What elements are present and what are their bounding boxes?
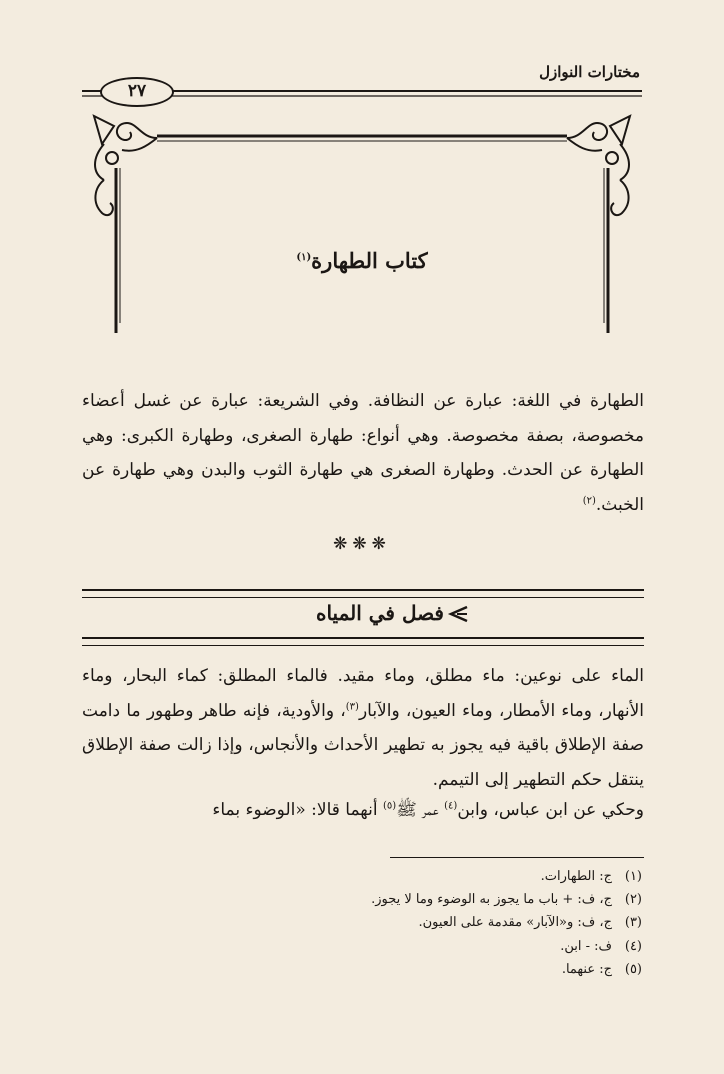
footnote-item — [82, 935, 642, 958]
hikaya-text-3: أنهما قالا: «الوضوء بماء — [212, 800, 384, 820]
footnote-number: (١) — [624, 869, 642, 884]
hikaya-text-1: وحكي عن ابن عباس، وابن — [457, 800, 644, 820]
footnote-item — [82, 911, 642, 934]
water-text-2: ، والأودية، فإنه طاهر وطهور ما دامت صفة الإطلاق باقية فيه يجوز به تطهير الأحداث والأنجاس، وإذا زالت صفة الإطلاق ينتقل حكم التطهير إلى التيمم. — [82, 700, 644, 790]
page-number: ٢٧ — [100, 77, 174, 107]
footnotes — [82, 865, 642, 981]
footnote-number: (٥) — [624, 961, 642, 977]
intro-paragraph — [82, 384, 644, 522]
hikaya-text-2: عمر ﷺ — [396, 800, 445, 820]
footnote-text: ف: - ابن. — [560, 938, 612, 954]
section-heading-band — [82, 589, 644, 647]
footnote-ref-3[interactable]: (٣) — [345, 700, 359, 712]
book-title-text: كتاب الطهارة — [311, 248, 428, 273]
ornamental-frame — [82, 108, 642, 343]
footnote-number: (٢) — [624, 892, 642, 908]
stars-separator: ❋❋❋ — [333, 534, 391, 554]
footnote-item — [82, 958, 642, 981]
footnote-item — [82, 865, 642, 888]
footnote-ref-4[interactable]: (٤) — [444, 800, 458, 812]
intro-text: الطهارة في اللغة: عبارة عن النظافة. وفي الشريعة: عبارة عن غسل أعضاء مخصوصة، بصفة مخصوصة. وهي أنواع: طهارة الصغرى، وطهارة الكبرى: وهي الطهارة عن الحدث. وطهارة الصغرى هي طهارة الثوب والبدن وهي طهارة عن الخبث. — [82, 391, 644, 515]
section-title: فصل في المياه — [315, 601, 444, 625]
footnote-text: ج: عنهما. — [561, 961, 612, 977]
running-head: مختارات النوازل — [539, 63, 640, 81]
footnote-number: (٣) — [624, 915, 642, 931]
section-top-rule — [82, 589, 644, 598]
chevron-arrow-icon — [447, 604, 469, 624]
hikaya-paragraph — [82, 793, 644, 828]
footnote-number: (٤) — [624, 938, 642, 954]
footnote-text: ج، ف: + باب ما يجوز به الوضوء وما لا يجوز. — [371, 892, 612, 908]
footnote-rule — [390, 857, 644, 858]
water-paragraph — [82, 659, 644, 797]
water-text-1: الماء على نوعين: ماء مطلق، وماء مقيد. فالماء المطلق: كماء البحار، وماء الأنهار، وماء الأمطار، وماء العيون، والآبار — [82, 666, 644, 721]
footnote-item — [82, 888, 642, 911]
footnote-text: ج، ف: و«الآبار» مقدمة على العيون. — [418, 915, 612, 931]
section-bottom-rule — [82, 637, 644, 646]
footnote-ref-5[interactable]: (٥) — [383, 800, 397, 812]
footnote-text: ج: الطهارات. — [540, 869, 612, 884]
book-title — [0, 248, 724, 273]
footnote-ref-1[interactable]: (١) — [296, 252, 312, 263]
footnote-ref-2[interactable]: (٢) — [582, 494, 596, 506]
